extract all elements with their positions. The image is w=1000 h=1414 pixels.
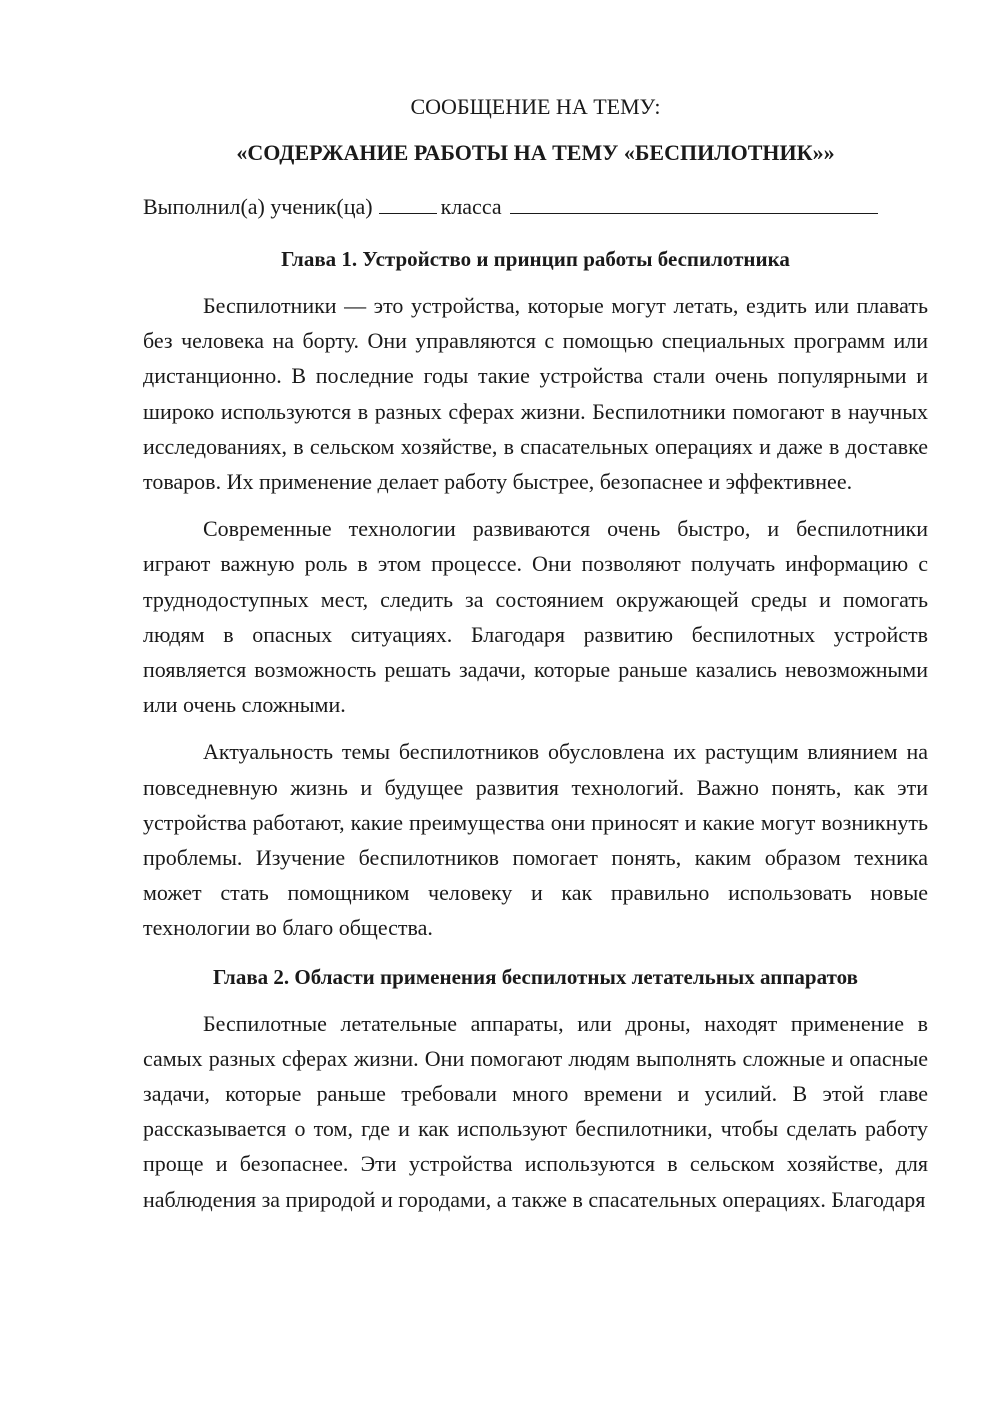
document-title-line-1: СООБЩЕНИЕ НА ТЕМУ: [410, 94, 661, 119]
class-label: класса [440, 194, 502, 219]
document-title-line-2: «СОДЕРЖАНИЕ РАБОТЫ НА ТЕМУ «БЕСПИЛОТНИК»» [236, 140, 835, 165]
name-blank [510, 191, 878, 214]
chapter-1-paragraph-3: Актуальность темы беспилотников обусловлена их растущим влиянием на повседневную жизнь и будущее развития технологий. Важно понять, как эти устройства работают, какие преимущества они приносят и какие могут возникнуть проблемы. Изучение беспилотников помогает понять, каким образом техника может стать помощником человеку и как правильно использовать новые технологии во благо общества. [143, 739, 928, 941]
chapter-2-paragraph-1: Беспилотные летательные аппараты, или дроны, находят применение в самых разных сферах жизни. Они помогают людям выполнять сложные и опасные задачи, которые раньше требовали много времени и усилий. В этой главе рассказывается о том, где и как используют беспилотники, чтобы сделать работу проще и безопаснее. Эти устройства используются в сельском хозяйстве, для наблюдения за природой и городами, а также в спасательных операциях. Благодаря [143, 1010, 928, 1212]
chapter-2-heading: Глава 2. Области применения беспилотных летательных аппаратов [213, 964, 858, 989]
performed-by-label: Выполнил(а) ученик(ца) [143, 194, 373, 219]
author-line [143, 190, 928, 224]
chapter-1-paragraph-1: Беспилотники — это устройства, которые могут летать, ездить или плавать без человека на борту. Они управляются с помощью специальных программ или дистанционно. В последние годы такие устройства стали очень популярными и широко используются в разных сферах жизни. Беспилотники помогают в научных исследованиях, в сельском хозяйстве, в спасательных операциях и даже в доставке товаров. Их применение делает работу быстрее, безопаснее и эффективнее. [143, 293, 928, 495]
document-page [143, 90, 928, 1217]
grade-blank [379, 191, 437, 214]
chapter-1-paragraph-2: Современные технологии развиваются очень быстро, и беспилотники играют важную роль в этом процессе. Они позволяют получать информацию с труднодоступных мест, следить за состоянием окружающей среды и помогать людям в опасных ситуациях. Благодаря развитию беспилотных устройств появляется возможность решать задачи, которые раньше казались невозможными или очень сложными. [143, 516, 928, 718]
chapter-1-heading: Глава 1. Устройство и принцип работы беспилотника [281, 247, 790, 271]
